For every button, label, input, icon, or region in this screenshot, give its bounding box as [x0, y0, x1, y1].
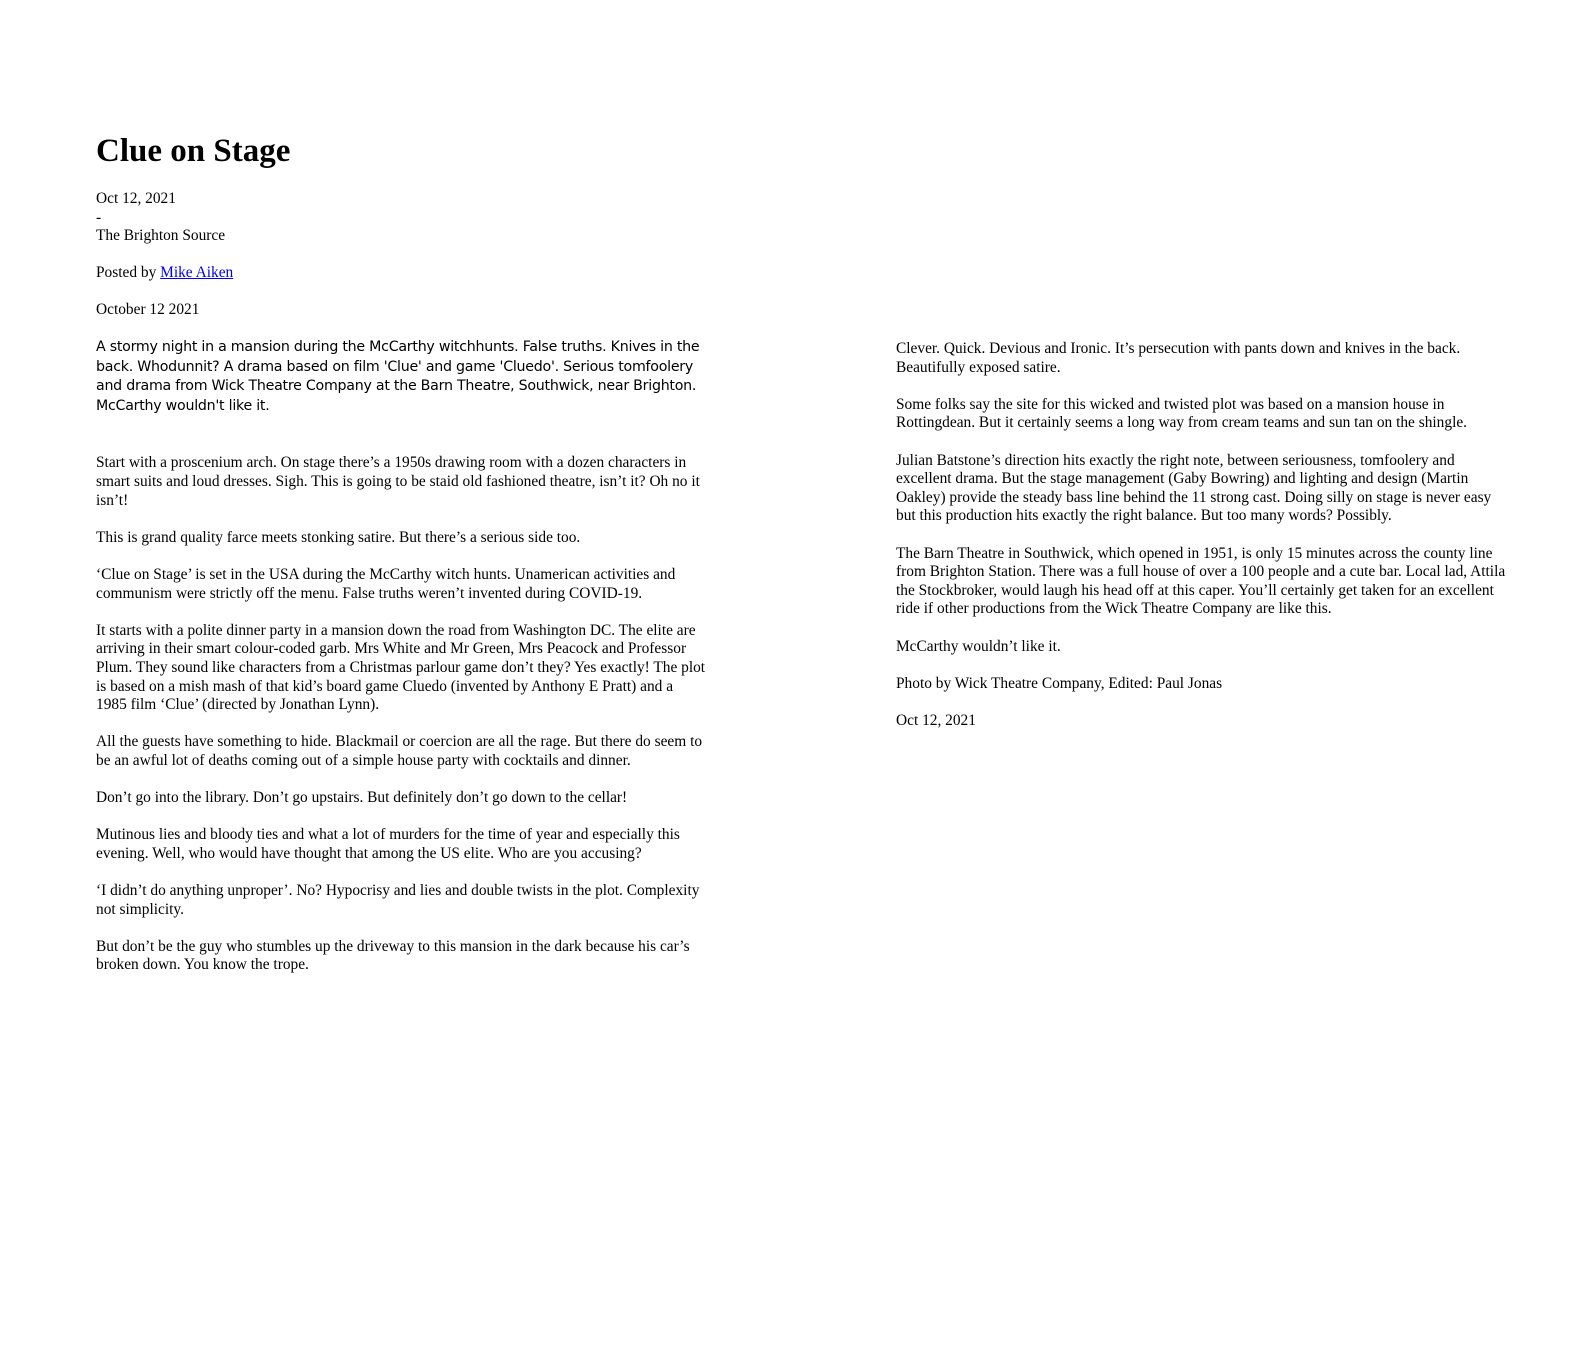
article-title: Clue on Stage — [96, 133, 291, 169]
byline-prefix: Posted by — [96, 264, 161, 282]
article-column-left — [96, 338, 706, 994]
article-intro: A stormy night in a mansion during the McCarthy witchhunts. False truths. Knives in the back. Whodunnit? A drama based on film 'Clue' and game 'Cluedo'. Serious tomfoolery and drama from Wick Theatre Company at the Barn Theatre, Southwick, near Brighton. McCarthy wouldn't like it. — [96, 339, 700, 414]
author-link[interactable]: Mike Aiken — [160, 264, 234, 282]
paragraph: All the guests have something to hide. Blackmail or coercion are all the rage. But there do seem to be an awful lot of deaths coming out of a simple house party with cocktails and dinner. — [96, 733, 703, 769]
footer-date: Oct 12, 2021 — [896, 711, 976, 729]
photo-credit: Photo by Wick Theatre Company, Edited: Paul Jonas — [896, 674, 1223, 692]
paragraph: The Barn Theatre in Southwick, which opened in 1951, is only 15 minutes across the county line from Brighton Station. There was a full house of over a 100 people and a cute bar. Local lad, Attila the Stockbroker, would laugh his head off at this caper. You’ll certainly get taken for an excellent ride if other productions from the Wick Theatre Company are like this. — [896, 544, 1506, 618]
paragraph: Mutinous lies and bloody ties and what a lot of murders for the time of year and especially this evening. Well, who would have thought that among the US elite. Who are you accusing? — [96, 826, 680, 862]
paragraph: It starts with a polite dinner party in a mansion down the road from Washington DC. The elite are arriving in their smart colour-coded garb. Mrs White and Mr Green, Mrs Peacock and Professor Plum. They sound like characters from a Christmas parlour game don’t they? Yes exactly! The plot is based on a mish mash of that kid’s board game Cluedo (invented by Anthony E Pratt) and a 1985 film ‘Clue’ (directed by Jonathan Lynn). — [96, 621, 706, 714]
paragraph: ‘Clue on Stage’ is set in the USA during the McCarthy witch hunts. Unamerican activities and communism were strictly off the menu. False truths weren’t invented during COVID-19. — [96, 565, 676, 602]
article-column-right — [896, 340, 1506, 749]
dateline — [96, 190, 716, 246]
article-source: The Brighton Source — [96, 227, 226, 245]
paragraph: This is grand quality farce meets stonking satire. But there’s a serious side too. — [96, 528, 581, 546]
paragraph: Don’t go into the library. Don’t go upstairs. But definitely don’t go down to the cellar! — [96, 789, 628, 807]
paragraph: But don’t be the guy who stumbles up the driveway to this mansion in the dark because his car’s broken down. You know the trope. — [96, 937, 690, 974]
paragraph: Julian Batstone’s direction hits exactly the right note, between seriousness, tomfoolery and excellent drama. But the stage management (Gaby Bowring) and lighting and design (Martin Oakley) provide the steady bass line behind the 11 strong cast. Doing silly on stage is never easy but this production hits exactly the right balance. But too many words? Possibly. — [896, 451, 1492, 525]
article-meta — [96, 190, 716, 338]
article-date: Oct 12, 2021 — [96, 190, 176, 207]
date-source-separator: - — [96, 208, 102, 226]
paragraph: ‘I didn’t do anything unproper’. No? Hypocrisy and lies and double twists in the plot. Complexity not simplicity. — [96, 882, 700, 918]
paragraph: Clever. Quick. Devious and Ironic. It’s persecution with pants down and knives in the back. Beautifully exposed satire. — [896, 340, 1461, 376]
paragraph: Start with a proscenium arch. On stage there’s a 1950s drawing room with a dozen characters in smart suits and loud dresses. Sigh. This is going to be staid old fashioned theatre, isn’t it? Oh no it isn’t! — [96, 454, 700, 509]
paragraph: McCarthy wouldn’t like it. — [896, 637, 1061, 655]
paragraph: Some folks say the site for this wicked and twisted plot was based on a mansion house in Rottingdean. But it certainly seems a long way from cream teams and sun tan on the shingle. — [896, 395, 1468, 432]
published-date: October 12 2021 — [96, 301, 200, 319]
byline — [96, 264, 716, 283]
